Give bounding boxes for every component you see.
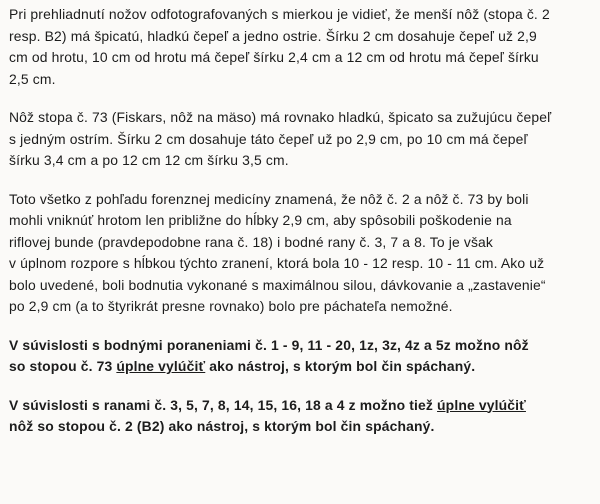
text-line: Toto všetko z pohľadu forenznej medicíny znamená, že nôž č. 2 a nôž č. 73 by boli — [9, 190, 529, 207]
text-line: bolo uvedené, boli bodnutia vykonané s maximálnou silou, dávkovanie a „zastavenie“ — [9, 276, 546, 293]
text-line: Nôž stopa č. 73 (Fiskars, nôž na mäso) má rovnako hladkú, špicato sa zužujúcu čepeľ — [9, 109, 552, 125]
text-line: nôž so stopou č. 2 (B2) ako nástroj, s ktorým bol čin spáchaný. — [9, 418, 435, 434]
underlined-emphasis: úplne vylúčiť — [116, 358, 206, 374]
text-line: v úplnom rozpore s hĺbkou týchto zranení, ktorá bola 10 - 12 resp. 10 - 11 cm. Ako už — [9, 255, 545, 271]
text-line: resp. B2) má špicatú, hladkú čepeľ a jedno ostrie. Šírku 2 cm dosahuje čepeľ už 2,9 — [9, 27, 537, 44]
text-segment: so stopou č. 73 — [9, 358, 117, 374]
text-line: 2,5 cm. — [9, 70, 56, 87]
paragraph-forensic-conclusion — [9, 189, 591, 318]
paragraph-small-knife — [9, 4, 591, 90]
text-segment: V súvislosti s ranami č. 3, 5, 7, 8, 14, 15, 16, 18 a 4 z možno tiež — [9, 396, 438, 413]
text-line: s jedným ostrím. Šírku 2 cm dosahuje táto čepeľ už po 2,9 cm, po 10 cm má čepeľ — [9, 130, 528, 147]
text-line — [9, 395, 591, 417]
text-line: cm od hrotu, 10 cm od hrotu má čepeľ šírku 2,4 cm a 12 cm od hrotu má čepeľ šírku — [9, 49, 539, 65]
text-line: mohli vniknúť hrotom len približne do hĺbky 2,9 cm, aby spôsobili poškodenie na — [9, 212, 512, 228]
text-line: riflovej bunde (pravdepodobne rana č. 18) i bodné rany č. 3, 7 a 8. To je však — [9, 233, 494, 250]
underlined-emphasis: úplne vylúčiť — [437, 396, 526, 413]
paragraph-exclusion-knife-2 — [9, 395, 591, 438]
paragraph-knife-73 — [9, 107, 591, 172]
paragraph-exclusion-knife-73 — [9, 335, 591, 378]
text-line — [9, 356, 591, 378]
text-segment: ako nástroj, s ktorým bol čin spáchaný. — [205, 358, 476, 374]
text-line: V súvislosti s bodnými poraneniami č. 1 - 9, 11 - 20, 1z, 3z, 4z a 5z možno nôž — [9, 336, 529, 353]
text-line: šírku 3,4 cm a po 12 cm 12 cm šírku 3,5 cm. — [9, 152, 289, 168]
text-line: Pri prehliadnutí nožov odfotografovaných s mierkou je vidieť, že menší nôž (stopa č. 2 — [9, 6, 550, 22]
text-line: po 2,9 cm (a to štyrikrát presne rovnako) bolo pre páchateľa nemožné. — [9, 298, 453, 314]
